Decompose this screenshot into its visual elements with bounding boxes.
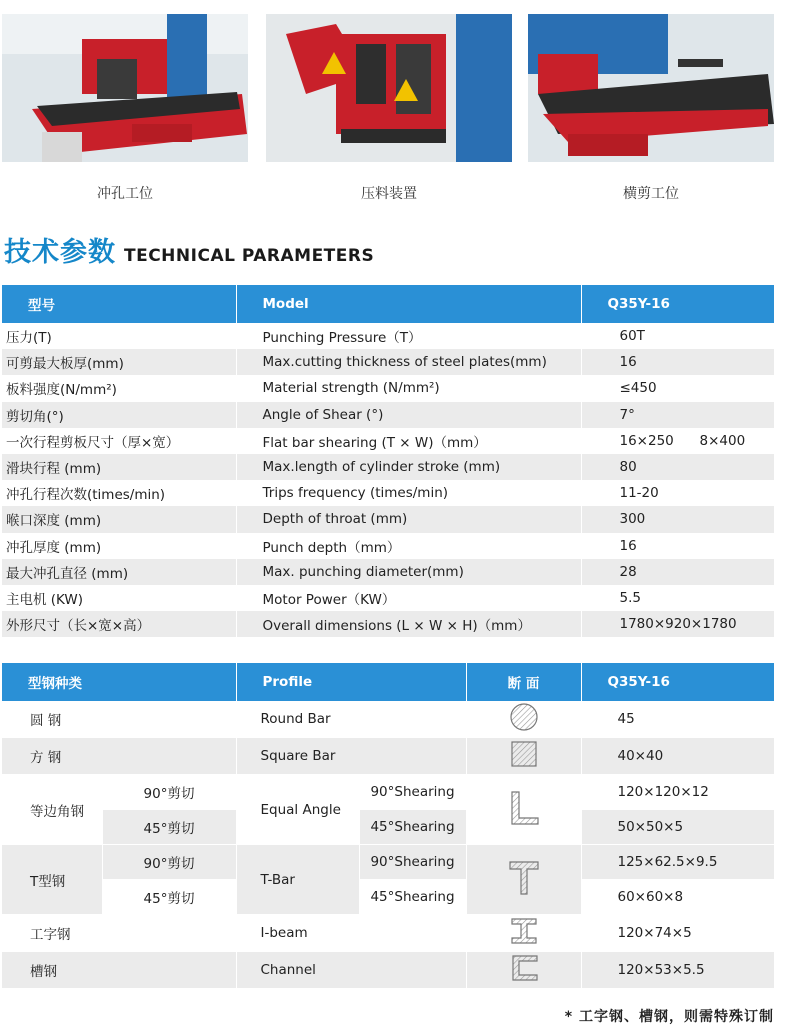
i-beam-en: I-beam (236, 915, 466, 952)
photo-strip (0, 0, 800, 215)
photo-caption-clamping: 压料装置 (361, 186, 417, 202)
row-cn: 滑块行程 (mm) (2, 454, 236, 480)
table-row (2, 810, 774, 845)
square-bar-section (466, 738, 581, 775)
equal-angle-sub-cn-45: 45°剪切 (102, 810, 236, 845)
round-bar-cn: 圆 钢 (2, 701, 236, 738)
table-row (2, 402, 774, 428)
t-bar-section (466, 845, 581, 915)
i-beam-value: 120×74×5 (581, 915, 774, 952)
table-row (2, 533, 774, 559)
row-cn: 喉口深度 (mm) (2, 506, 236, 532)
row-cn: 压力(T) (2, 323, 236, 349)
equal-angle-sub-en-90: 90°Shearing (359, 775, 466, 810)
equal-angle-icon (504, 788, 544, 828)
equal-angle-cn: 等边角钢 (2, 775, 102, 845)
square-bar-en: Square Bar (236, 738, 466, 775)
square-bar-value: 40×40 (581, 738, 774, 775)
row-value: 7° (581, 402, 774, 428)
row-value: 28 (581, 559, 774, 585)
i-beam-icon (507, 916, 541, 946)
row-value: 300 (581, 506, 774, 532)
row-en: Punching Pressure（T） (236, 323, 581, 349)
row-en: Material strength (N/mm²) (236, 375, 581, 401)
row-cn: 冲孔厚度 (mm) (2, 533, 236, 559)
t-bar-en: T-Bar (236, 845, 359, 915)
round-bar-en: Round Bar (236, 701, 466, 738)
t-bar-sub-en-90: 90°Shearing (359, 845, 466, 880)
table-row (2, 585, 774, 611)
table-row (2, 506, 774, 532)
row-value: 11-20 (619, 485, 659, 502)
row-cn: 冲孔行程次数(times/min) (2, 480, 236, 506)
i-beam-section (466, 915, 581, 952)
row-value: ≤450 (619, 380, 657, 397)
header-type: 型号 (2, 285, 236, 323)
table-header-row (2, 285, 774, 323)
t-bar-icon (504, 858, 544, 898)
row-en: Max. punching diameter(mm) (236, 559, 581, 585)
heading-cn: 技术参数 (4, 237, 116, 268)
equal-angle-value-90: 120×120×12 (581, 775, 774, 810)
equal-angle-value-45: 50×50×5 (581, 810, 774, 845)
footnote: * 工字钢、槽钢，则需特殊订制 (564, 1009, 774, 1025)
heading-en: TECHNICAL PARAMETERS (124, 246, 375, 266)
row-value: 16 (619, 537, 637, 554)
header-spec: Q35Y-16 (581, 285, 774, 323)
row-cn: 一次行程剪板尺寸（厚×宽） (2, 428, 236, 454)
section-heading (4, 230, 374, 270)
row-cn: 剪切角(°) (2, 402, 236, 428)
row-en: Overall dimensions (L × W × H)（mm） (236, 611, 581, 637)
row-en: Motor Power（KW） (236, 585, 581, 611)
shearing-station-photo (528, 14, 774, 162)
equal-angle-sub-en-45: 45°Shearing (359, 810, 466, 845)
row-value: 16×250 8×400 (619, 432, 746, 449)
profile-capacity-table (2, 663, 774, 989)
table-row (2, 915, 774, 952)
i-beam-cn: 工字钢 (2, 915, 236, 952)
row-value: 60T (619, 328, 645, 345)
t-bar-sub-en-45: 45°Shearing (359, 880, 466, 915)
table-row (2, 611, 774, 637)
table-row (2, 349, 774, 375)
row-en: Max.length of cylinder stroke (mm) (236, 454, 581, 480)
channel-en: Channel (236, 952, 466, 989)
technical-parameters-table (2, 285, 774, 637)
table-row (2, 323, 774, 349)
table-row (2, 880, 774, 915)
table-row (2, 775, 774, 810)
row-en: Max.cutting thickness of steel plates(mm) (236, 349, 581, 375)
row-cn: 板料强度(N/mm²) (2, 375, 236, 401)
equal-angle-en: Equal Angle (236, 775, 359, 845)
t-bar-cn: T型钢 (2, 845, 102, 915)
punching-station-photo (2, 14, 248, 162)
row-cn: 外形尺寸（长×宽×高） (2, 611, 236, 637)
table-row (2, 738, 774, 775)
header-model: Model (236, 285, 581, 323)
photo-caption-punching: 冲孔工位 (97, 186, 153, 202)
clamping-device-photo (266, 14, 512, 162)
channel-cn: 槽钢 (2, 952, 236, 989)
table-row (2, 480, 774, 506)
row-en: Flat bar shearing (T × W)（mm） (236, 428, 581, 454)
round-bar-section (466, 701, 581, 738)
table-row (2, 375, 774, 401)
table-row (2, 701, 774, 738)
header-profile-type: 型钢种类 (2, 663, 236, 701)
header-profile: Profile (236, 663, 466, 701)
channel-icon (507, 953, 541, 983)
row-en: Depth of throat (mm) (236, 506, 581, 532)
header-spec: Q35Y-16 (581, 663, 774, 701)
t-bar-value-45: 60×60×8 (581, 880, 774, 915)
round-bar-icon (507, 702, 541, 732)
row-cn: 主电机 (KW) (2, 585, 236, 611)
row-value: 80 (581, 454, 774, 480)
table-row (2, 845, 774, 880)
row-value: 1780×920×1780 (581, 611, 774, 637)
t-bar-sub-cn-90: 90°剪切 (102, 845, 236, 880)
round-bar-value: 45 (581, 701, 774, 738)
row-cn: 可剪最大板厚(mm) (2, 349, 236, 375)
row-value: 5.5 (619, 589, 641, 606)
t-bar-sub-cn-45: 45°剪切 (102, 880, 236, 915)
table-row (2, 428, 774, 454)
table-row (2, 559, 774, 585)
row-cn: 最大冲孔直径 (mm) (2, 559, 236, 585)
header-section: 断 面 (466, 663, 581, 701)
t-bar-value-90: 125×62.5×9.5 (581, 845, 774, 880)
table-header-row (2, 663, 774, 701)
row-value: 16 (581, 349, 774, 375)
square-bar-icon (509, 740, 539, 768)
channel-section (466, 952, 581, 989)
equal-angle-section (466, 775, 581, 845)
photo-caption-shearing: 横剪工位 (623, 186, 679, 202)
row-en: Angle of Shear (°) (236, 402, 581, 428)
square-bar-cn: 方 钢 (2, 738, 236, 775)
channel-value: 120×53×5.5 (581, 952, 774, 989)
equal-angle-sub-cn-90: 90°剪切 (102, 775, 236, 810)
table-row (2, 952, 774, 989)
row-en: Punch depth（mm） (236, 533, 581, 559)
row-en: Trips frequency (times/min) (236, 480, 581, 506)
table-row (2, 454, 774, 480)
